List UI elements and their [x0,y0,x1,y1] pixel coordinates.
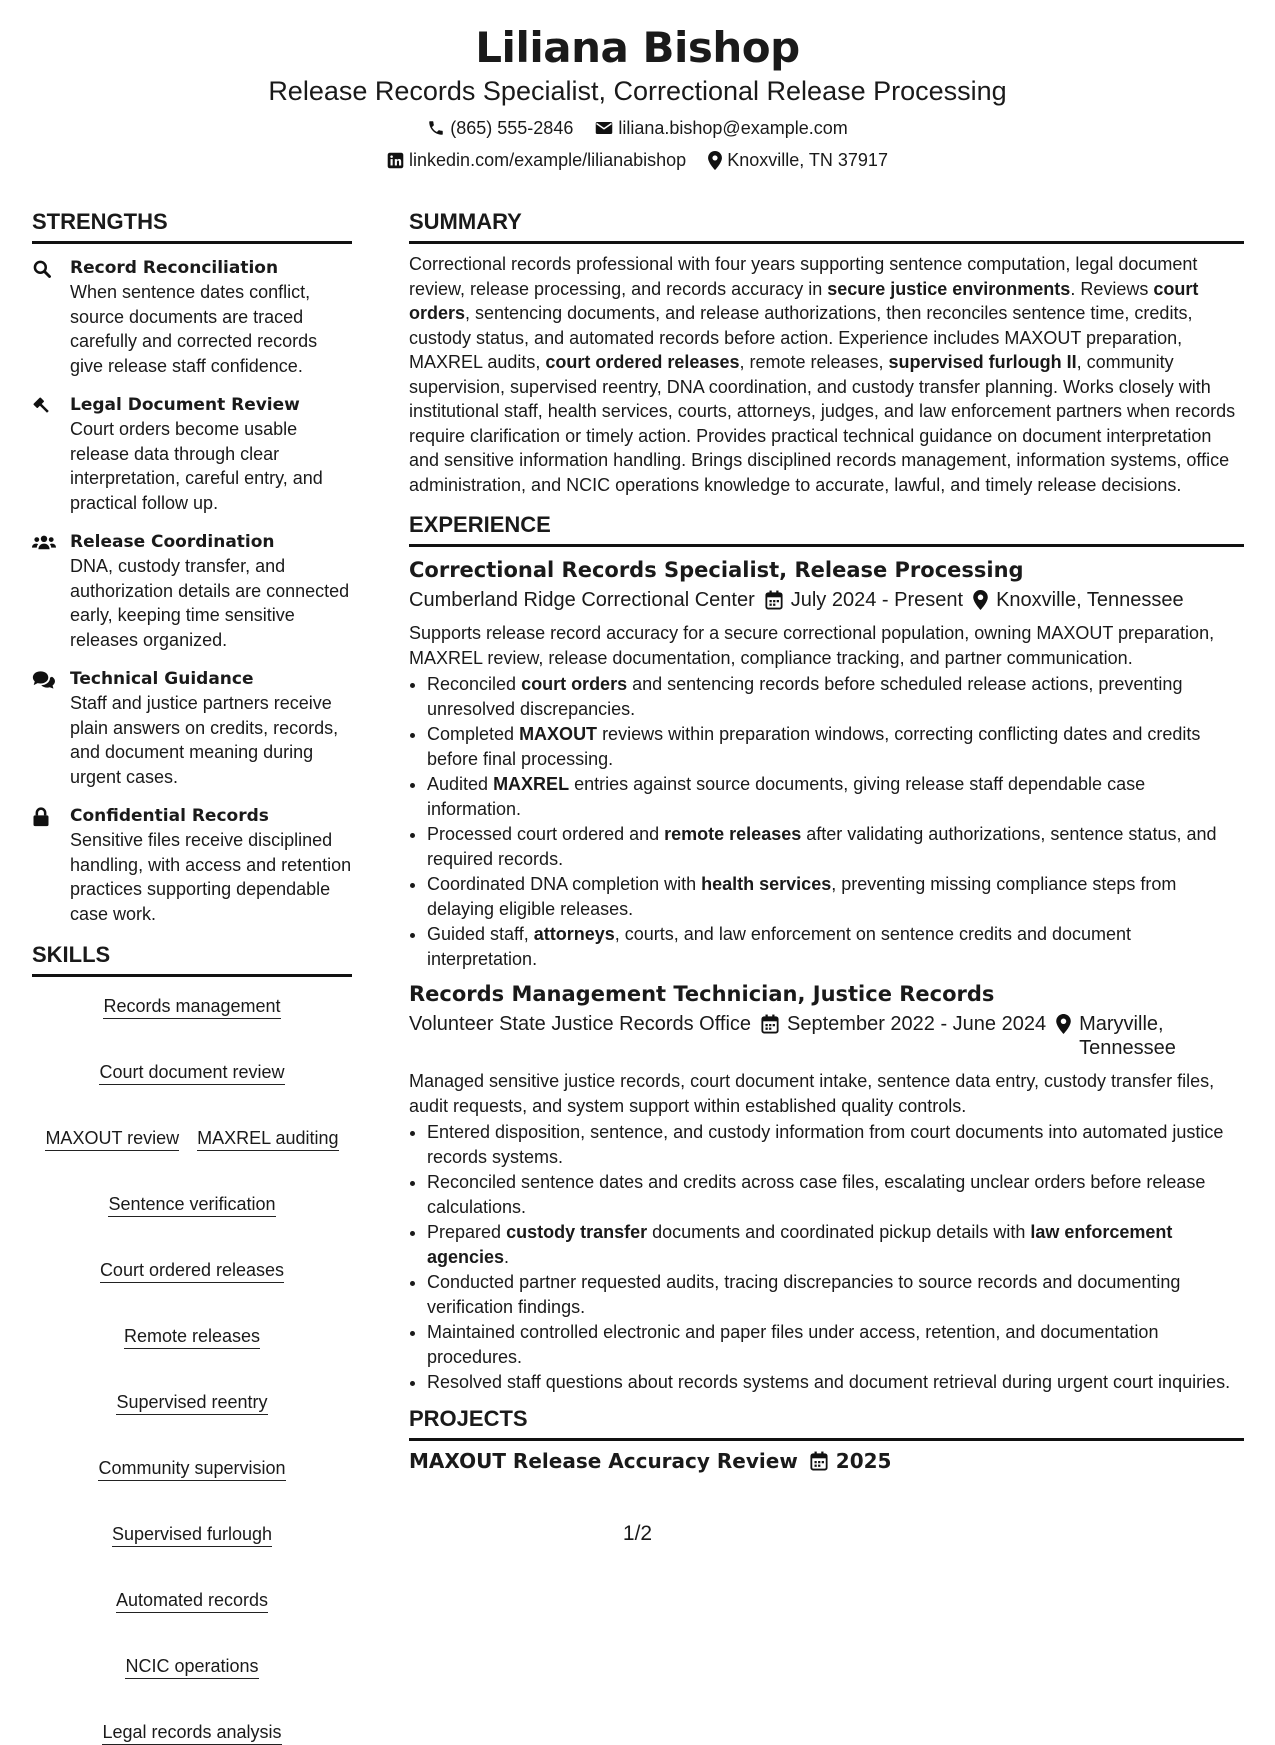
text-segment: Guided staff, [427,924,534,944]
experience-heading: EXPERIENCE [409,511,1244,547]
projects-list [409,1449,1244,1473]
email-text: liliana.bishop@example.com [618,118,848,138]
phone-icon [427,119,445,137]
text-segment: documents and coordinated pickup details with [647,1222,1031,1242]
skill-tag: Court ordered releases [100,1259,284,1283]
job-dates [765,588,963,612]
bullet-item [427,1320,1244,1369]
bold-text: MAXOUT [519,724,598,744]
text-segment: entries against source documents, giving release staff dependable case information. [427,774,1146,819]
text-segment: , sentencing documents, and release authorizations, then reconciles sentence time, credits, custody status, and automated records before action. Experience includes MAXOUT preparation, MAXREL audits, [409,303,1193,372]
phone-text: (865) 555-2846 [450,118,574,138]
text-segment: reviews within preparation windows, correcting conflicting dates and credits before final processing. [427,724,1201,769]
bullet-item [427,722,1244,771]
job-dates-text: September 2022 - June 2024 [787,1013,1047,1035]
job-location-text: Maryville, Tennessee [1079,1013,1176,1059]
skills-list [32,995,352,1745]
strength-desc: Sensitive files receive disciplined handling, with access and retention practices supporting dependable case work. [70,830,352,924]
calendar-icon [810,1451,828,1471]
strength-desc: Staff and justice partners receive plain answers on credits, records, and document meaning during urgent cases. [70,693,339,787]
job-entry [409,555,1244,971]
strength-item [32,256,352,378]
left-column [32,208,352,1745]
skill-tag: Automated records [116,1589,268,1613]
linkedin-icon [387,152,404,169]
text-segment: Entered disposition, sentence, and custody information from court documents into automated justice records systems. [427,1122,1224,1167]
skill-tag: Court document review [99,1061,284,1085]
job-dates [761,1012,1046,1036]
job-entry [409,979,1244,1395]
email-item[interactable] [595,116,847,140]
summary-heading: SUMMARY [409,208,1244,244]
lock-icon [32,804,56,926]
strength-title: Release Coordination [70,532,275,552]
calendar-icon [761,1014,779,1034]
text-segment: after validating authorizations, sentence status, and required records. [427,824,1217,869]
bullet-item [427,822,1244,871]
calendar-icon [765,590,783,610]
gavel-icon [32,393,56,515]
linkedin-text: linkedin.com/example/lilianabishop [409,150,687,170]
bullet-item [427,1170,1244,1219]
job-bullets [409,1120,1244,1395]
project-item [409,1449,1244,1473]
strength-body [70,393,352,515]
text-segment: Correctional records professional with four years supporting sentence computation, legal document review, release processing, and records accuracy in [409,254,1198,299]
job-dates-text: July 2024 - Present [790,589,964,611]
candidate-name: Liliana Bishop [475,23,800,72]
bold-text: court orders [409,278,1199,323]
strength-desc: Court orders become usable release data through clear interpretation, careful entry, and practical follow up. [70,419,323,513]
strength-title: Legal Document Review [70,395,300,415]
search-icon [32,256,56,378]
job-location-text: Knoxville, Tennessee [996,589,1184,611]
bold-text: law enforcement agencies [427,1222,1173,1267]
job-location [973,588,1184,612]
text-segment: Maintained controlled electronic and paper files under access, retention, and documentation procedures. [427,1322,1159,1367]
page-number: 1/2 [622,1522,653,1545]
job-company: Volunteer State Justice Records Office [409,1013,752,1035]
jobs-list [409,555,1244,1395]
bullet-item [427,1370,1244,1395]
text-segment: Conducted partner requested audits, tracing discrepancies to source records and documenting verification findings. [427,1272,1181,1317]
candidate-title: Release Records Specialist, Correctional Release Processing [268,76,1007,106]
text-segment: Completed [427,724,520,744]
text-segment: , remote releases, [739,352,889,372]
strength-title: Record Reconciliation [70,258,279,278]
bullet-item [427,922,1244,971]
text-segment: Reconciled sentence dates and credits across case files, escalating unclear orders before release calculations. [427,1172,1206,1217]
comments-icon [32,667,56,789]
bullet-item [427,872,1244,921]
bold-text: supervised furlough II [888,352,1077,372]
bullet-item [427,1120,1244,1169]
bold-text: MAXREL [493,774,570,794]
skill-tag: MAXREL auditing [197,1127,338,1151]
bold-text: custody transfer [506,1222,648,1242]
strength-title: Confidential Records [70,806,269,826]
text-segment: Prepared [427,1222,507,1242]
job-description: Supports release record accuracy for a secure correctional population, owning MAXOUT preparation, MAXREL review, release documentation, compliance tracking, and partner communication. [409,623,1215,668]
job-meta [409,1012,1244,1060]
map-marker-icon [708,151,722,170]
strength-item [32,667,352,789]
projects-heading: PROJECTS [409,1405,1244,1441]
skill-tag: Supervised furlough [112,1523,272,1547]
skill-tag: Supervised reentry [116,1391,267,1415]
project-date [810,1449,892,1473]
bold-text: attorneys [533,924,615,944]
summary-text [409,252,1244,497]
text-segment: and sentencing records before scheduled release actions, preventing unresolved discrepancies. [427,674,1183,719]
job-company: Cumberland Ridge Correctional Center [409,589,755,611]
job-location [1056,1012,1199,1060]
bold-text: remote releases [664,824,802,844]
strength-desc: When sentence dates conflict, source documents are traced carefully and corrected records give release staff confidence. [70,282,318,376]
skill-tag: MAXOUT review [45,1127,179,1151]
strength-body [70,530,352,652]
text-segment: . [504,1246,510,1267]
strength-body [70,667,352,789]
bold-text: secure justice environments [827,278,1071,299]
contact-row-2 [0,148,1275,172]
map-marker-icon [973,590,988,610]
strengths-heading: STRENGTHS [32,208,352,244]
bullet-item [427,772,1244,821]
skills-heading: SKILLS [32,941,352,977]
users-icon [32,530,56,652]
phone-item[interactable] [427,116,573,140]
strength-desc: DNA, custody transfer, and authorization details are connected early, keeping time sensitive releases organized. [70,556,350,650]
strengths-list [32,256,352,926]
right-column [409,208,1244,1473]
envelope-icon [595,120,613,136]
skill-tag: Community supervision [98,1457,285,1481]
bold-text: court ordered releases [545,352,740,372]
bullet-item [427,672,1244,721]
location-item [708,148,888,172]
bullet-item [427,1220,1244,1269]
text-segment: , preventing missing compliance steps from delaying eligible releases. [427,874,1177,919]
text-segment: Processed court ordered and [427,824,665,844]
skill-tag: NCIC operations [125,1655,258,1679]
strength-item [32,804,352,926]
bold-text: court orders [521,674,628,694]
text-segment: Reconciled [427,674,522,694]
contact-row-1 [0,116,1275,140]
skill-tag: Records management [103,995,280,1019]
resume-header [0,0,1275,172]
text-segment: , courts, and law enforcement on sentence credits and document interpretation. [427,924,1132,969]
text-segment: Resolved staff questions about records systems and document retrieval during urgent court inquiries. [427,1372,1231,1392]
text-segment: Audited [427,774,494,794]
text-segment: , community supervision, supervised reentry, DNA coordination, and custody transfer planning. Works closely with institutional staff, health services, courts, attorneys, judges, and law enforcement partners when records require clarification or timely action. Provides practical technical guidance on document interpretation and sensitive information handling. Brings disciplined records management, information systems, office administration, and NCIC operations knowledge to accurate, lawful, and timely release decisions. [409,352,1236,495]
job-meta [409,588,1244,612]
skill-tag: Legal records analysis [102,1721,281,1745]
bullet-item [427,1270,1244,1319]
linkedin-item[interactable] [387,148,686,172]
skill-tag: Sentence verification [108,1193,275,1217]
skill-tag: Remote releases [124,1325,260,1349]
strength-body [70,256,352,378]
strength-title: Technical Guidance [70,669,254,689]
project-title: MAXOUT Release Accuracy Review [409,1448,798,1473]
project-year: 2025 [835,1448,892,1473]
strength-body [70,804,352,926]
map-marker-icon [1056,1014,1071,1034]
job-description: Managed sensitive justice records, court document intake, sentence data entry, custody transfer files, audit requests, and system support within established quality controls. [409,1071,1215,1116]
location-text: Knoxville, TN 37917 [727,150,888,170]
text-segment: Coordinated DNA completion with [427,874,702,894]
strength-item [32,530,352,652]
text-segment: . Reviews [1070,278,1154,299]
job-title: Correctional Records Specialist, Release Processing [409,558,1024,582]
strength-item [32,393,352,515]
job-title: Records Management Technician, Justice Records [409,982,995,1006]
bold-text: health services [701,874,832,894]
job-bullets [409,672,1244,971]
